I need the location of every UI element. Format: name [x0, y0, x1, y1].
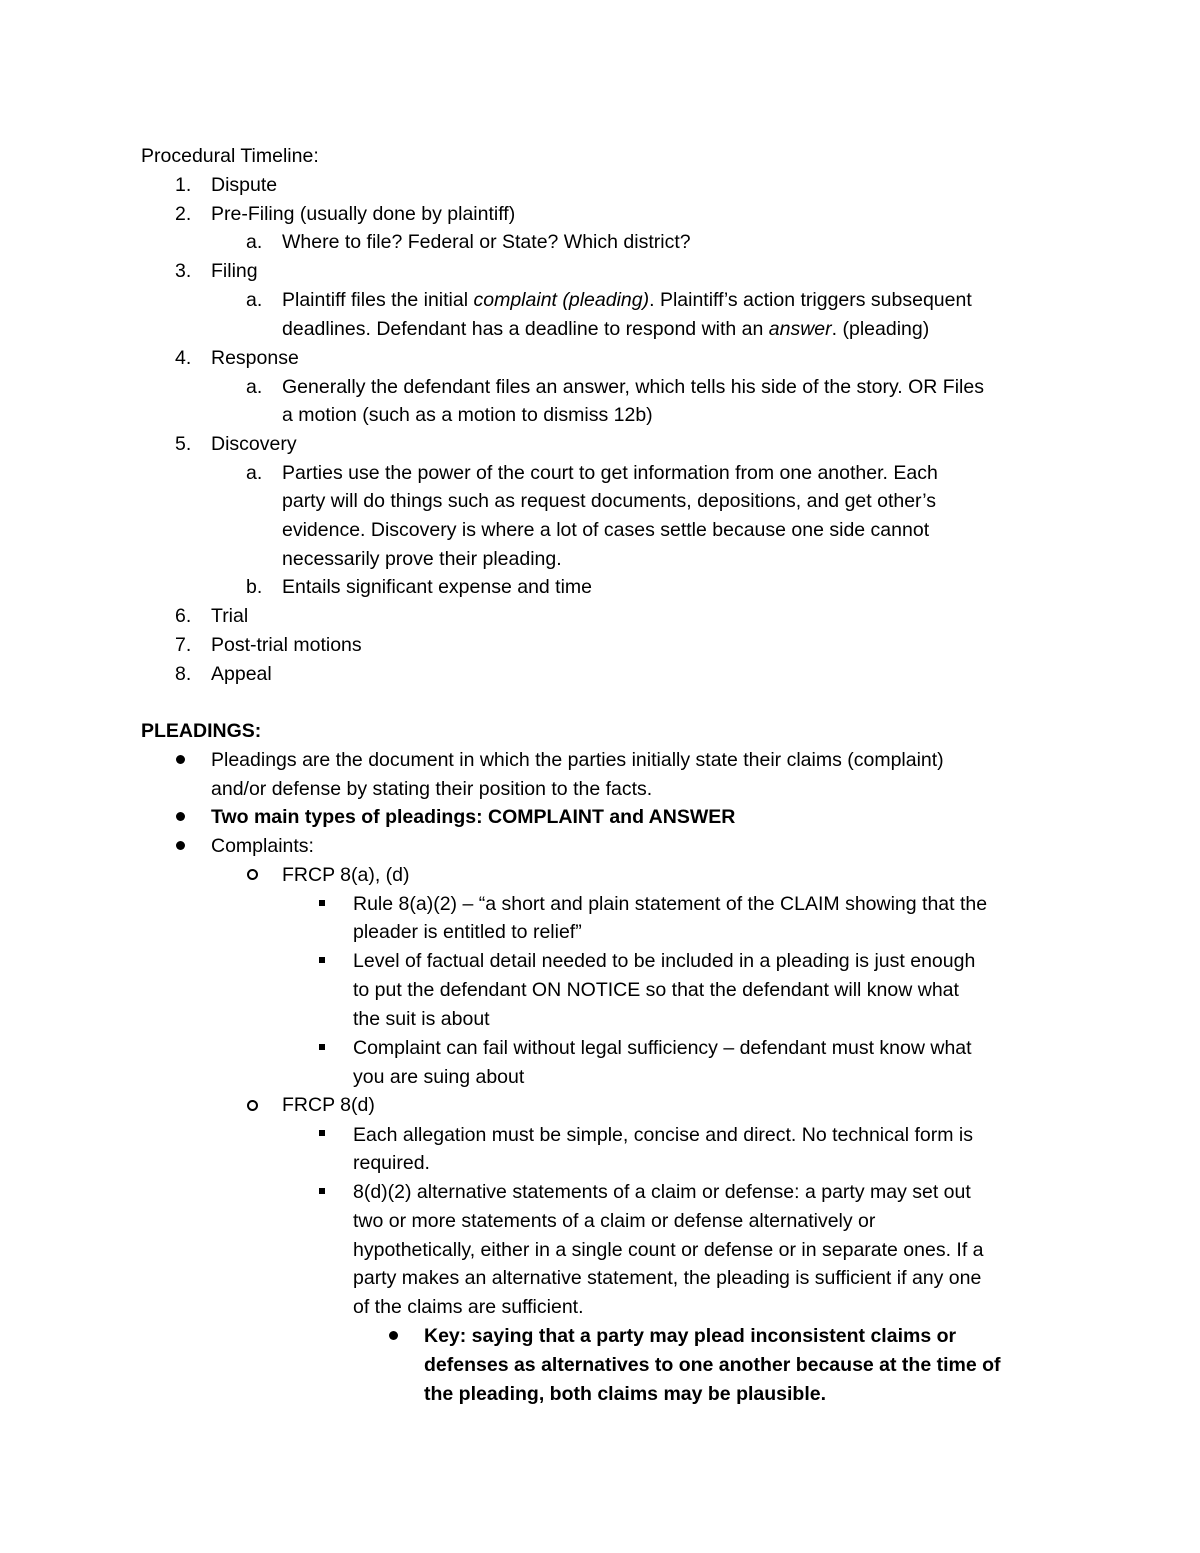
pleadings-bullet-complaints: Complaints: [211, 835, 314, 857]
circle-bullet-icon [247, 1100, 258, 1111]
list-marker: a. [246, 462, 263, 484]
emphasis-complaint: complaint (pleading) [473, 289, 650, 311]
key-note-line: the pleading, both claims may be plausible. [424, 1383, 827, 1405]
rule-bullet-line: hypothetically, either in a single count or defense or in separate ones. If a [353, 1239, 984, 1261]
emphasis-answer: answer [768, 318, 832, 340]
rule-bullet-line: two or more statements of a claim or defense alternatively or [353, 1210, 876, 1232]
pleadings-bullet-line: Pleadings are the document in which the parties initially state their claims (complaint) [211, 749, 944, 771]
timeline-item-trial: Trial [211, 605, 249, 627]
bullet-icon [176, 812, 185, 821]
list-marker: a. [246, 289, 263, 311]
timeline-item-discovery: Discovery [211, 433, 297, 455]
key-note-line: defenses as alternatives to one another because at the time of [424, 1354, 1001, 1376]
timeline-subitem-line: Generally the defendant files an answer, which tells his side of the story. OR Files [282, 376, 984, 398]
circle-bullet-icon [247, 869, 258, 880]
square-bullet-icon [319, 1188, 325, 1194]
timeline-item-response: Response [211, 347, 299, 369]
rule-bullet-line: Complaint can fail without legal sufficiency – defendant must know what [353, 1037, 972, 1059]
timeline-item-appeal: Appeal [211, 663, 272, 685]
list-marker: 1. [175, 174, 192, 196]
key-note-line: Key: saying that a party may plead inconsistent claims or [424, 1325, 957, 1347]
bullet-icon [176, 841, 185, 850]
square-bullet-icon [319, 957, 325, 963]
timeline-subitem-line: Parties use the power of the court to get information from one another. Each [282, 462, 938, 484]
pleadings-bullet-types: Two main types of pleadings: COMPLAINT and ANSWER [211, 806, 736, 828]
timeline-subitem-line: evidence. Discovery is where a lot of cases settle because one side cannot [282, 519, 930, 541]
rule-bullet-line: required. [353, 1152, 430, 1174]
frcp-8a-heading: FRCP 8(a), (d) [282, 864, 410, 886]
timeline-item-filing: Filing [211, 260, 258, 282]
list-marker: 2. [175, 203, 192, 225]
list-marker: 8. [175, 663, 192, 685]
square-bullet-icon [319, 1044, 325, 1050]
rule-bullet-line: you are suing about [353, 1066, 525, 1088]
list-marker: a. [246, 376, 263, 398]
square-bullet-icon [319, 1130, 325, 1136]
list-marker: 5. [175, 433, 192, 455]
rule-bullet-line: Rule 8(a)(2) – “a short and plain statement of the CLAIM showing that the [353, 893, 988, 915]
list-marker: 3. [175, 260, 192, 282]
list-marker: 6. [175, 605, 192, 627]
timeline-subitem-line: party will do things such as request documents, depositions, and get other’s [282, 490, 936, 512]
frcp-8d-heading: FRCP 8(d) [282, 1094, 375, 1116]
list-marker: 4. [175, 347, 192, 369]
rule-bullet-line: 8(d)(2) alternative statements of a claim or defense: a party may set out [353, 1181, 971, 1203]
rule-bullet-line: pleader is entitled to relief” [353, 921, 582, 943]
pleadings-bullet-line: and/or defense by stating their position to the facts. [211, 778, 653, 800]
list-marker: 7. [175, 634, 192, 656]
timeline-item-prefiling: Pre-Filing (usually done by plaintiff) [211, 203, 516, 225]
timeline-item-post-trial: Post-trial motions [211, 634, 362, 656]
list-marker: b. [246, 576, 263, 598]
rule-bullet-line: Each allegation must be simple, concise and direct. No technical form is [353, 1124, 973, 1146]
rule-bullet-line: the suit is about [353, 1008, 490, 1030]
rule-bullet-line: party makes an alternative statement, the pleading is sufficient if any one [353, 1267, 982, 1289]
rule-bullet-line: of the claims are sufficient. [353, 1296, 584, 1318]
timeline-subitem: Entails significant expense and time [282, 576, 593, 598]
timeline-subitem-line: deadlines. Defendant has a deadline to respond with an answer. (pleading) [282, 318, 930, 340]
pleadings-heading: PLEADINGS: [141, 720, 262, 742]
timeline-heading: Procedural Timeline: [141, 145, 319, 167]
rule-bullet-line: Level of factual detail needed to be included in a pleading is just enough [353, 950, 976, 972]
timeline-item-dispute: Dispute [211, 174, 278, 196]
list-marker: a. [246, 231, 263, 253]
bullet-icon [389, 1331, 398, 1340]
timeline-subitem-line: necessarily prove their pleading. [282, 548, 562, 570]
timeline-subitem: Where to file? Federal or State? Which district? [282, 231, 691, 253]
rule-bullet-line: to put the defendant ON NOTICE so that the defendant will know what [353, 979, 959, 1001]
timeline-subitem-line: Plaintiff files the initial complaint (pleading). Plaintiff’s action triggers subsequent [282, 289, 972, 311]
square-bullet-icon [319, 900, 325, 906]
timeline-subitem-line: a motion (such as a motion to dismiss 12b) [282, 404, 653, 426]
bullet-icon [176, 755, 185, 764]
